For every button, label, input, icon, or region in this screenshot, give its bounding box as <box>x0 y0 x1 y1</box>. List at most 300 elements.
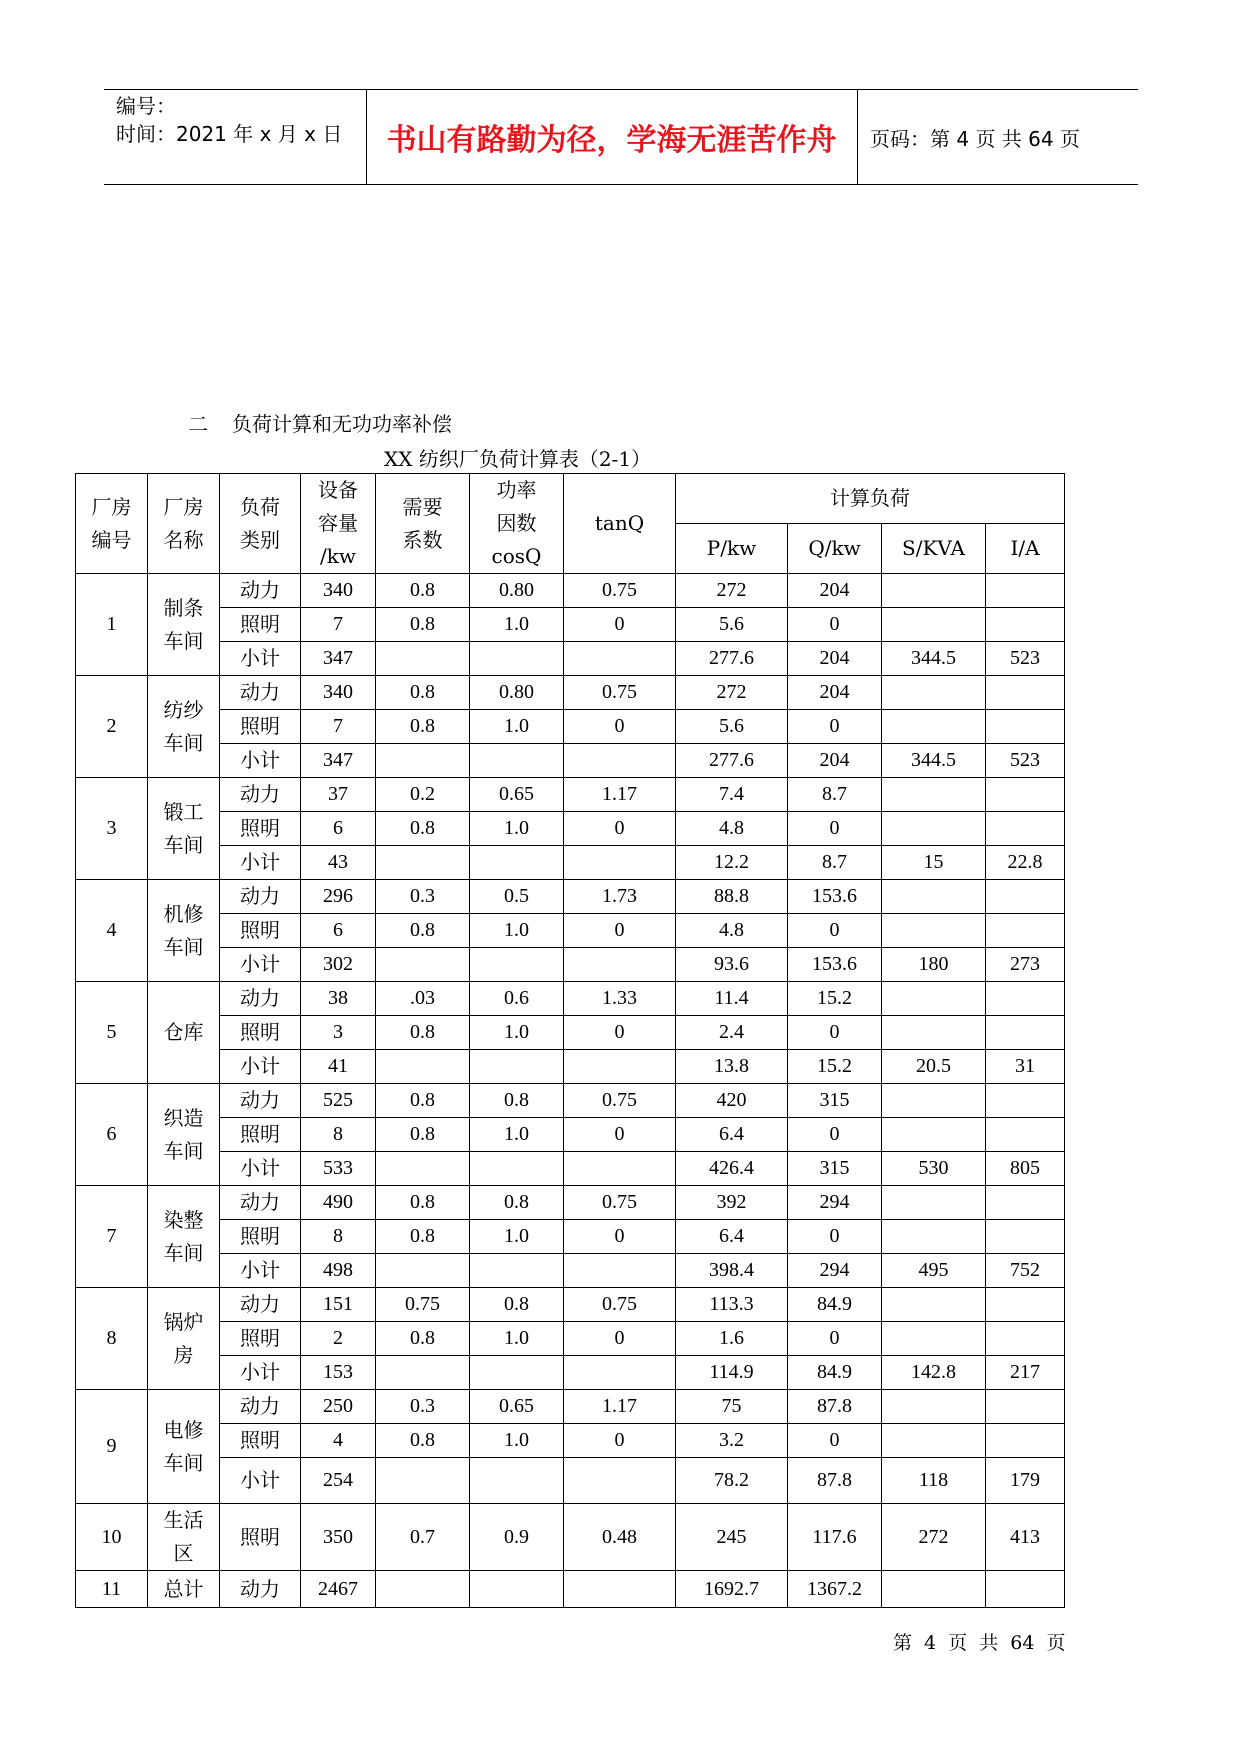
cell-value: 0 <box>564 608 676 642</box>
cell-value <box>376 1050 470 1084</box>
cell-value <box>564 1458 676 1504</box>
cell-load-type: 小计 <box>220 948 301 982</box>
cell-value: 272 <box>676 574 788 608</box>
cell-value: 38 <box>301 982 376 1016</box>
cell-value <box>564 948 676 982</box>
cell-value: 8.7 <box>788 778 882 812</box>
cell-value: 7 <box>301 608 376 642</box>
cell-value: 0.8 <box>470 1288 564 1322</box>
cell-value: 3 <box>301 1016 376 1050</box>
table-row <box>76 1118 1065 1152</box>
cell-value: 0 <box>788 1220 882 1254</box>
cell-value: 272 <box>676 676 788 710</box>
cell-value: 118 <box>882 1458 986 1504</box>
cell-value: 0.8 <box>376 574 470 608</box>
cell-value <box>564 846 676 880</box>
cell-value: 1.33 <box>564 982 676 1016</box>
cell-value: 0.8 <box>376 1016 470 1050</box>
cell-value <box>470 1356 564 1390</box>
cell-value <box>882 710 986 744</box>
cell-value: 495 <box>882 1254 986 1288</box>
cell-value: 0 <box>788 608 882 642</box>
cell-load-type: 动力 <box>220 880 301 914</box>
cell-value <box>882 1084 986 1118</box>
cell-value: 0 <box>788 812 882 846</box>
cell-value: 0.8 <box>376 608 470 642</box>
table-row <box>76 812 1065 846</box>
table-row <box>76 1152 1065 1186</box>
table-row <box>76 1322 1065 1356</box>
cell-value: 179 <box>986 1458 1065 1504</box>
cell-value: 0.8 <box>376 676 470 710</box>
cell-value <box>986 982 1065 1016</box>
cell-value: 0.8 <box>376 1084 470 1118</box>
cell-value: 0 <box>564 1424 676 1458</box>
cell-value: 11.4 <box>676 982 788 1016</box>
cell-value: 2 <box>301 1322 376 1356</box>
cell-value: 347 <box>301 642 376 676</box>
table-row <box>76 1254 1065 1288</box>
table-row <box>76 1084 1065 1118</box>
cell-value <box>882 1571 986 1608</box>
cell-value: 0.75 <box>564 1288 676 1322</box>
doc-time-label: 时间：2021 年 x 月 x 日 <box>116 122 343 146</box>
cell-value <box>986 914 1065 948</box>
cell-value: 8.7 <box>788 846 882 880</box>
cell-value <box>564 642 676 676</box>
cell-value: 250 <box>301 1390 376 1424</box>
cell-value: 1.0 <box>470 1016 564 1050</box>
cell-value: 0 <box>788 914 882 948</box>
cell-value <box>376 1571 470 1608</box>
cell-value: 344.5 <box>882 744 986 778</box>
cell-load-type: 动力 <box>220 778 301 812</box>
cell-value: 41 <box>301 1050 376 1084</box>
cell-value <box>986 1571 1065 1608</box>
cell-value: 4 <box>301 1424 376 1458</box>
cell-load-type: 照明 <box>220 1016 301 1050</box>
cell-value: 498 <box>301 1254 376 1288</box>
cell-value: 0.80 <box>470 574 564 608</box>
cell-value: 87.8 <box>788 1390 882 1424</box>
cell-value: 153.6 <box>788 880 882 914</box>
table-row <box>76 778 1065 812</box>
cell-value: 84.9 <box>788 1356 882 1390</box>
cell-value: 151 <box>301 1288 376 1322</box>
table-row <box>76 1424 1065 1458</box>
cell-value <box>470 1152 564 1186</box>
header-plant-no: 厂房 编号 <box>76 474 148 574</box>
cell-value <box>376 1458 470 1504</box>
cell-value <box>986 1186 1065 1220</box>
cell-value: 1.0 <box>470 1322 564 1356</box>
cell-value <box>882 1186 986 1220</box>
document-header <box>104 89 1138 185</box>
header-left <box>116 92 342 148</box>
header-page-info: 页码：第 4 页 共 64 页 <box>870 126 1080 151</box>
cell-value: 0.7 <box>376 1504 470 1571</box>
cell-value <box>986 880 1065 914</box>
cell-value: 0.9 <box>470 1504 564 1571</box>
header-tanq: tanQ <box>564 474 676 574</box>
cell-plant-name: 电修 车间 <box>148 1390 220 1504</box>
cell-value: 113.3 <box>676 1288 788 1322</box>
cell-load-type: 动力 <box>220 676 301 710</box>
section-number: 二 <box>188 412 208 436</box>
header-demand-factor: 需要 系数 <box>376 474 470 574</box>
cell-load-type: 照明 <box>220 914 301 948</box>
cell-value <box>986 1220 1065 1254</box>
cell-value: 4.8 <box>676 812 788 846</box>
cell-value <box>470 642 564 676</box>
cell-value: 0.65 <box>470 778 564 812</box>
load-calculation-table <box>75 473 1065 1608</box>
cell-load-type: 照明 <box>220 812 301 846</box>
table-row <box>76 1356 1065 1390</box>
cell-value: 0.8 <box>376 1118 470 1152</box>
cell-value <box>376 846 470 880</box>
cell-value <box>986 608 1065 642</box>
cell-value: 347 <box>301 744 376 778</box>
cell-plant-no: 7 <box>76 1186 148 1288</box>
table-row <box>76 982 1065 1016</box>
header-divider <box>857 90 858 184</box>
cell-value: 204 <box>788 574 882 608</box>
cell-value: 0 <box>788 710 882 744</box>
cell-value: 0.75 <box>564 1186 676 1220</box>
cell-value: 294 <box>788 1186 882 1220</box>
cell-load-type: 小计 <box>220 1458 301 1504</box>
cell-value <box>470 1254 564 1288</box>
cell-value: 0.3 <box>376 880 470 914</box>
cell-load-type: 照明 <box>220 1504 301 1571</box>
cell-value: 273 <box>986 948 1065 982</box>
cell-load-type: 小计 <box>220 744 301 778</box>
table-row <box>76 1571 1065 1608</box>
cell-value: 0 <box>788 1424 882 1458</box>
cell-load-type: 小计 <box>220 1152 301 1186</box>
cell-value <box>882 1322 986 1356</box>
cell-plant-no: 1 <box>76 574 148 676</box>
cell-value <box>470 1050 564 1084</box>
table-row <box>76 574 1065 608</box>
cell-value: 533 <box>301 1152 376 1186</box>
cell-value <box>986 1424 1065 1458</box>
cell-value <box>564 1571 676 1608</box>
cell-value: 15 <box>882 846 986 880</box>
table-row <box>76 1220 1065 1254</box>
table-row <box>76 846 1065 880</box>
cell-value <box>882 676 986 710</box>
cell-value: 0 <box>564 1322 676 1356</box>
cell-value: 1.0 <box>470 914 564 948</box>
cell-value <box>882 574 986 608</box>
cell-value: 752 <box>986 1254 1065 1288</box>
cell-value <box>376 1254 470 1288</box>
cell-value: 153.6 <box>788 948 882 982</box>
cell-value: 392 <box>676 1186 788 1220</box>
cell-value: 1692.7 <box>676 1571 788 1608</box>
cell-value: 0.75 <box>564 574 676 608</box>
cell-load-type: 动力 <box>220 574 301 608</box>
cell-value: 43 <box>301 846 376 880</box>
table-row <box>76 608 1065 642</box>
cell-value: 0.8 <box>376 1424 470 1458</box>
cell-value: 1.0 <box>470 608 564 642</box>
cell-value <box>882 880 986 914</box>
cell-load-type: 动力 <box>220 982 301 1016</box>
cell-value: 1.0 <box>470 1220 564 1254</box>
table-row <box>76 1504 1065 1571</box>
cell-value: 523 <box>986 744 1065 778</box>
cell-value: 87.8 <box>788 1458 882 1504</box>
cell-plant-no: 9 <box>76 1390 148 1504</box>
table-row <box>76 948 1065 982</box>
cell-load-type: 照明 <box>220 1118 301 1152</box>
cell-value: 114.9 <box>676 1356 788 1390</box>
cell-value <box>882 914 986 948</box>
cell-plant-name: 织造 车间 <box>148 1084 220 1186</box>
cell-plant-name: 仓库 <box>148 982 220 1084</box>
cell-value <box>986 574 1065 608</box>
cell-value: 8 <box>301 1220 376 1254</box>
table-row <box>76 1458 1065 1504</box>
cell-value: 413 <box>986 1504 1065 1571</box>
cell-value: 217 <box>986 1356 1065 1390</box>
cell-value: 0.3 <box>376 1390 470 1424</box>
header-p: P/kw <box>676 524 788 574</box>
cell-value <box>376 744 470 778</box>
cell-value: 204 <box>788 642 882 676</box>
table-row <box>76 1016 1065 1050</box>
cell-value: 0.80 <box>470 676 564 710</box>
table-row <box>76 880 1065 914</box>
page-footer: 第 4 页 共 64 页 <box>893 1632 1066 1654</box>
cell-value: 78.2 <box>676 1458 788 1504</box>
header-power-factor: 功率 因数 cosQ <box>470 474 564 574</box>
cell-value: 142.8 <box>882 1356 986 1390</box>
cell-value: 0.6 <box>470 982 564 1016</box>
cell-value: 426.4 <box>676 1152 788 1186</box>
cell-value <box>376 642 470 676</box>
cell-value: 0.65 <box>470 1390 564 1424</box>
cell-value <box>564 1254 676 1288</box>
cell-value: 13.8 <box>676 1050 788 1084</box>
header-row <box>76 474 1065 524</box>
table-row <box>76 710 1065 744</box>
cell-value: 7 <box>301 710 376 744</box>
cell-value: 1.17 <box>564 1390 676 1424</box>
cell-value <box>564 744 676 778</box>
header-q: Q/kw <box>788 524 882 574</box>
cell-load-type: 小计 <box>220 1356 301 1390</box>
cell-value <box>564 1356 676 1390</box>
cell-value <box>882 1220 986 1254</box>
cell-value: 277.6 <box>676 744 788 778</box>
cell-value: 0 <box>788 1016 882 1050</box>
cell-plant-name: 染整 车间 <box>148 1186 220 1288</box>
cell-value: 0.75 <box>376 1288 470 1322</box>
cell-value: 8 <box>301 1118 376 1152</box>
cell-value <box>986 778 1065 812</box>
cell-load-type: 照明 <box>220 608 301 642</box>
cell-value: 340 <box>301 676 376 710</box>
header-s: S/KVA <box>882 524 986 574</box>
table-row <box>76 676 1065 710</box>
cell-load-type: 照明 <box>220 1322 301 1356</box>
cell-value <box>882 812 986 846</box>
cell-value <box>986 1390 1065 1424</box>
cell-plant-no: 5 <box>76 982 148 1084</box>
cell-value: 2467 <box>301 1571 376 1608</box>
table-row <box>76 1050 1065 1084</box>
cell-value <box>882 1288 986 1322</box>
cell-value: 6 <box>301 914 376 948</box>
cell-value <box>882 1118 986 1152</box>
cell-load-type: 小计 <box>220 846 301 880</box>
table-row <box>76 914 1065 948</box>
cell-value: 1.0 <box>470 812 564 846</box>
cell-value: 204 <box>788 676 882 710</box>
cell-load-type: 动力 <box>220 1084 301 1118</box>
cell-value: 93.6 <box>676 948 788 982</box>
cell-value <box>882 1424 986 1458</box>
cell-plant-name: 纺纱 车间 <box>148 676 220 778</box>
header-calculated-load: 计算负荷 <box>676 474 1065 524</box>
cell-load-type: 照明 <box>220 1424 301 1458</box>
cell-value: 1.17 <box>564 778 676 812</box>
cell-value: 0.8 <box>470 1186 564 1220</box>
cell-plant-no: 4 <box>76 880 148 982</box>
cell-value: 294 <box>788 1254 882 1288</box>
table-row <box>76 1186 1065 1220</box>
cell-value: 0.48 <box>564 1504 676 1571</box>
table-caption: XX 纺织厂负荷计算表（2-1） <box>384 447 652 471</box>
cell-value: 15.2 <box>788 1050 882 1084</box>
cell-value <box>376 1356 470 1390</box>
cell-value: 6 <box>301 812 376 846</box>
cell-value: 153 <box>301 1356 376 1390</box>
cell-load-type: 小计 <box>220 642 301 676</box>
cell-value: 31 <box>986 1050 1065 1084</box>
cell-value: 420 <box>676 1084 788 1118</box>
cell-value: 245 <box>676 1504 788 1571</box>
cell-value: 254 <box>301 1458 376 1504</box>
table-body <box>76 474 1065 1608</box>
cell-value <box>564 1152 676 1186</box>
cell-value <box>376 1152 470 1186</box>
table-row <box>76 744 1065 778</box>
cell-value: 0 <box>564 1220 676 1254</box>
cell-value: 0 <box>564 914 676 948</box>
cell-value: 1.0 <box>470 1424 564 1458</box>
doc-number-label: 编号： <box>116 94 176 118</box>
cell-value <box>882 608 986 642</box>
cell-value <box>882 778 986 812</box>
cell-value: 1.73 <box>564 880 676 914</box>
cell-plant-name: 锅炉 房 <box>148 1288 220 1390</box>
header-motto: 书山有路勤为径，学海无涯苦作舟 <box>386 123 837 158</box>
cell-value <box>470 1458 564 1504</box>
cell-value <box>470 846 564 880</box>
cell-value: 272 <box>882 1504 986 1571</box>
cell-value: 204 <box>788 744 882 778</box>
cell-value: 0.5 <box>470 880 564 914</box>
cell-value <box>882 1390 986 1424</box>
cell-value <box>986 676 1065 710</box>
header-capacity: 设备 容量 /kw <box>301 474 376 574</box>
cell-value: 5.6 <box>676 710 788 744</box>
section-title: 负荷计算和无功功率补偿 <box>232 412 452 436</box>
cell-value: 302 <box>301 948 376 982</box>
cell-value: 490 <box>301 1186 376 1220</box>
cell-plant-name: 制条 车间 <box>148 574 220 676</box>
cell-value: 277.6 <box>676 642 788 676</box>
cell-value: 398.4 <box>676 1254 788 1288</box>
cell-value <box>882 982 986 1016</box>
cell-value <box>986 1084 1065 1118</box>
cell-value: 5.6 <box>676 608 788 642</box>
cell-value: 7.4 <box>676 778 788 812</box>
header-load-type: 负荷 类别 <box>220 474 301 574</box>
cell-value: 0.8 <box>376 812 470 846</box>
cell-value <box>986 1016 1065 1050</box>
cell-value: 0 <box>564 1118 676 1152</box>
cell-load-type: 小计 <box>220 1050 301 1084</box>
cell-load-type: 动力 <box>220 1571 301 1608</box>
cell-value: 1367.2 <box>788 1571 882 1608</box>
cell-value <box>376 948 470 982</box>
cell-value <box>986 710 1065 744</box>
cell-value <box>986 812 1065 846</box>
header-plant-name: 厂房 名称 <box>148 474 220 574</box>
cell-value: 2.4 <box>676 1016 788 1050</box>
cell-value: 0.8 <box>376 914 470 948</box>
cell-load-type: 动力 <box>220 1288 301 1322</box>
cell-value: 0.8 <box>376 1322 470 1356</box>
cell-value <box>470 744 564 778</box>
table-row <box>76 642 1065 676</box>
cell-load-type: 小计 <box>220 1254 301 1288</box>
cell-value: 180 <box>882 948 986 982</box>
cell-value: 340 <box>301 574 376 608</box>
cell-value: 117.6 <box>788 1504 882 1571</box>
cell-value: 0.8 <box>376 1220 470 1254</box>
cell-value: 530 <box>882 1152 986 1186</box>
cell-value <box>986 1322 1065 1356</box>
cell-value: 0 <box>564 812 676 846</box>
cell-value: 37 <box>301 778 376 812</box>
cell-value: 296 <box>301 880 376 914</box>
cell-value: 22.8 <box>986 846 1065 880</box>
cell-value: 0.75 <box>564 676 676 710</box>
cell-value: 0.8 <box>376 1186 470 1220</box>
cell-value: 84.9 <box>788 1288 882 1322</box>
cell-value: 0.75 <box>564 1084 676 1118</box>
cell-value: 523 <box>986 642 1065 676</box>
cell-value: .03 <box>376 982 470 1016</box>
cell-value: 1.6 <box>676 1322 788 1356</box>
cell-value: 344.5 <box>882 642 986 676</box>
cell-value: 1.0 <box>470 710 564 744</box>
cell-plant-name: 锻工 车间 <box>148 778 220 880</box>
cell-load-type: 照明 <box>220 1220 301 1254</box>
cell-value: 0 <box>564 710 676 744</box>
cell-value <box>986 1118 1065 1152</box>
cell-plant-no: 10 <box>76 1504 148 1571</box>
cell-value <box>882 1016 986 1050</box>
cell-value: 88.8 <box>676 880 788 914</box>
